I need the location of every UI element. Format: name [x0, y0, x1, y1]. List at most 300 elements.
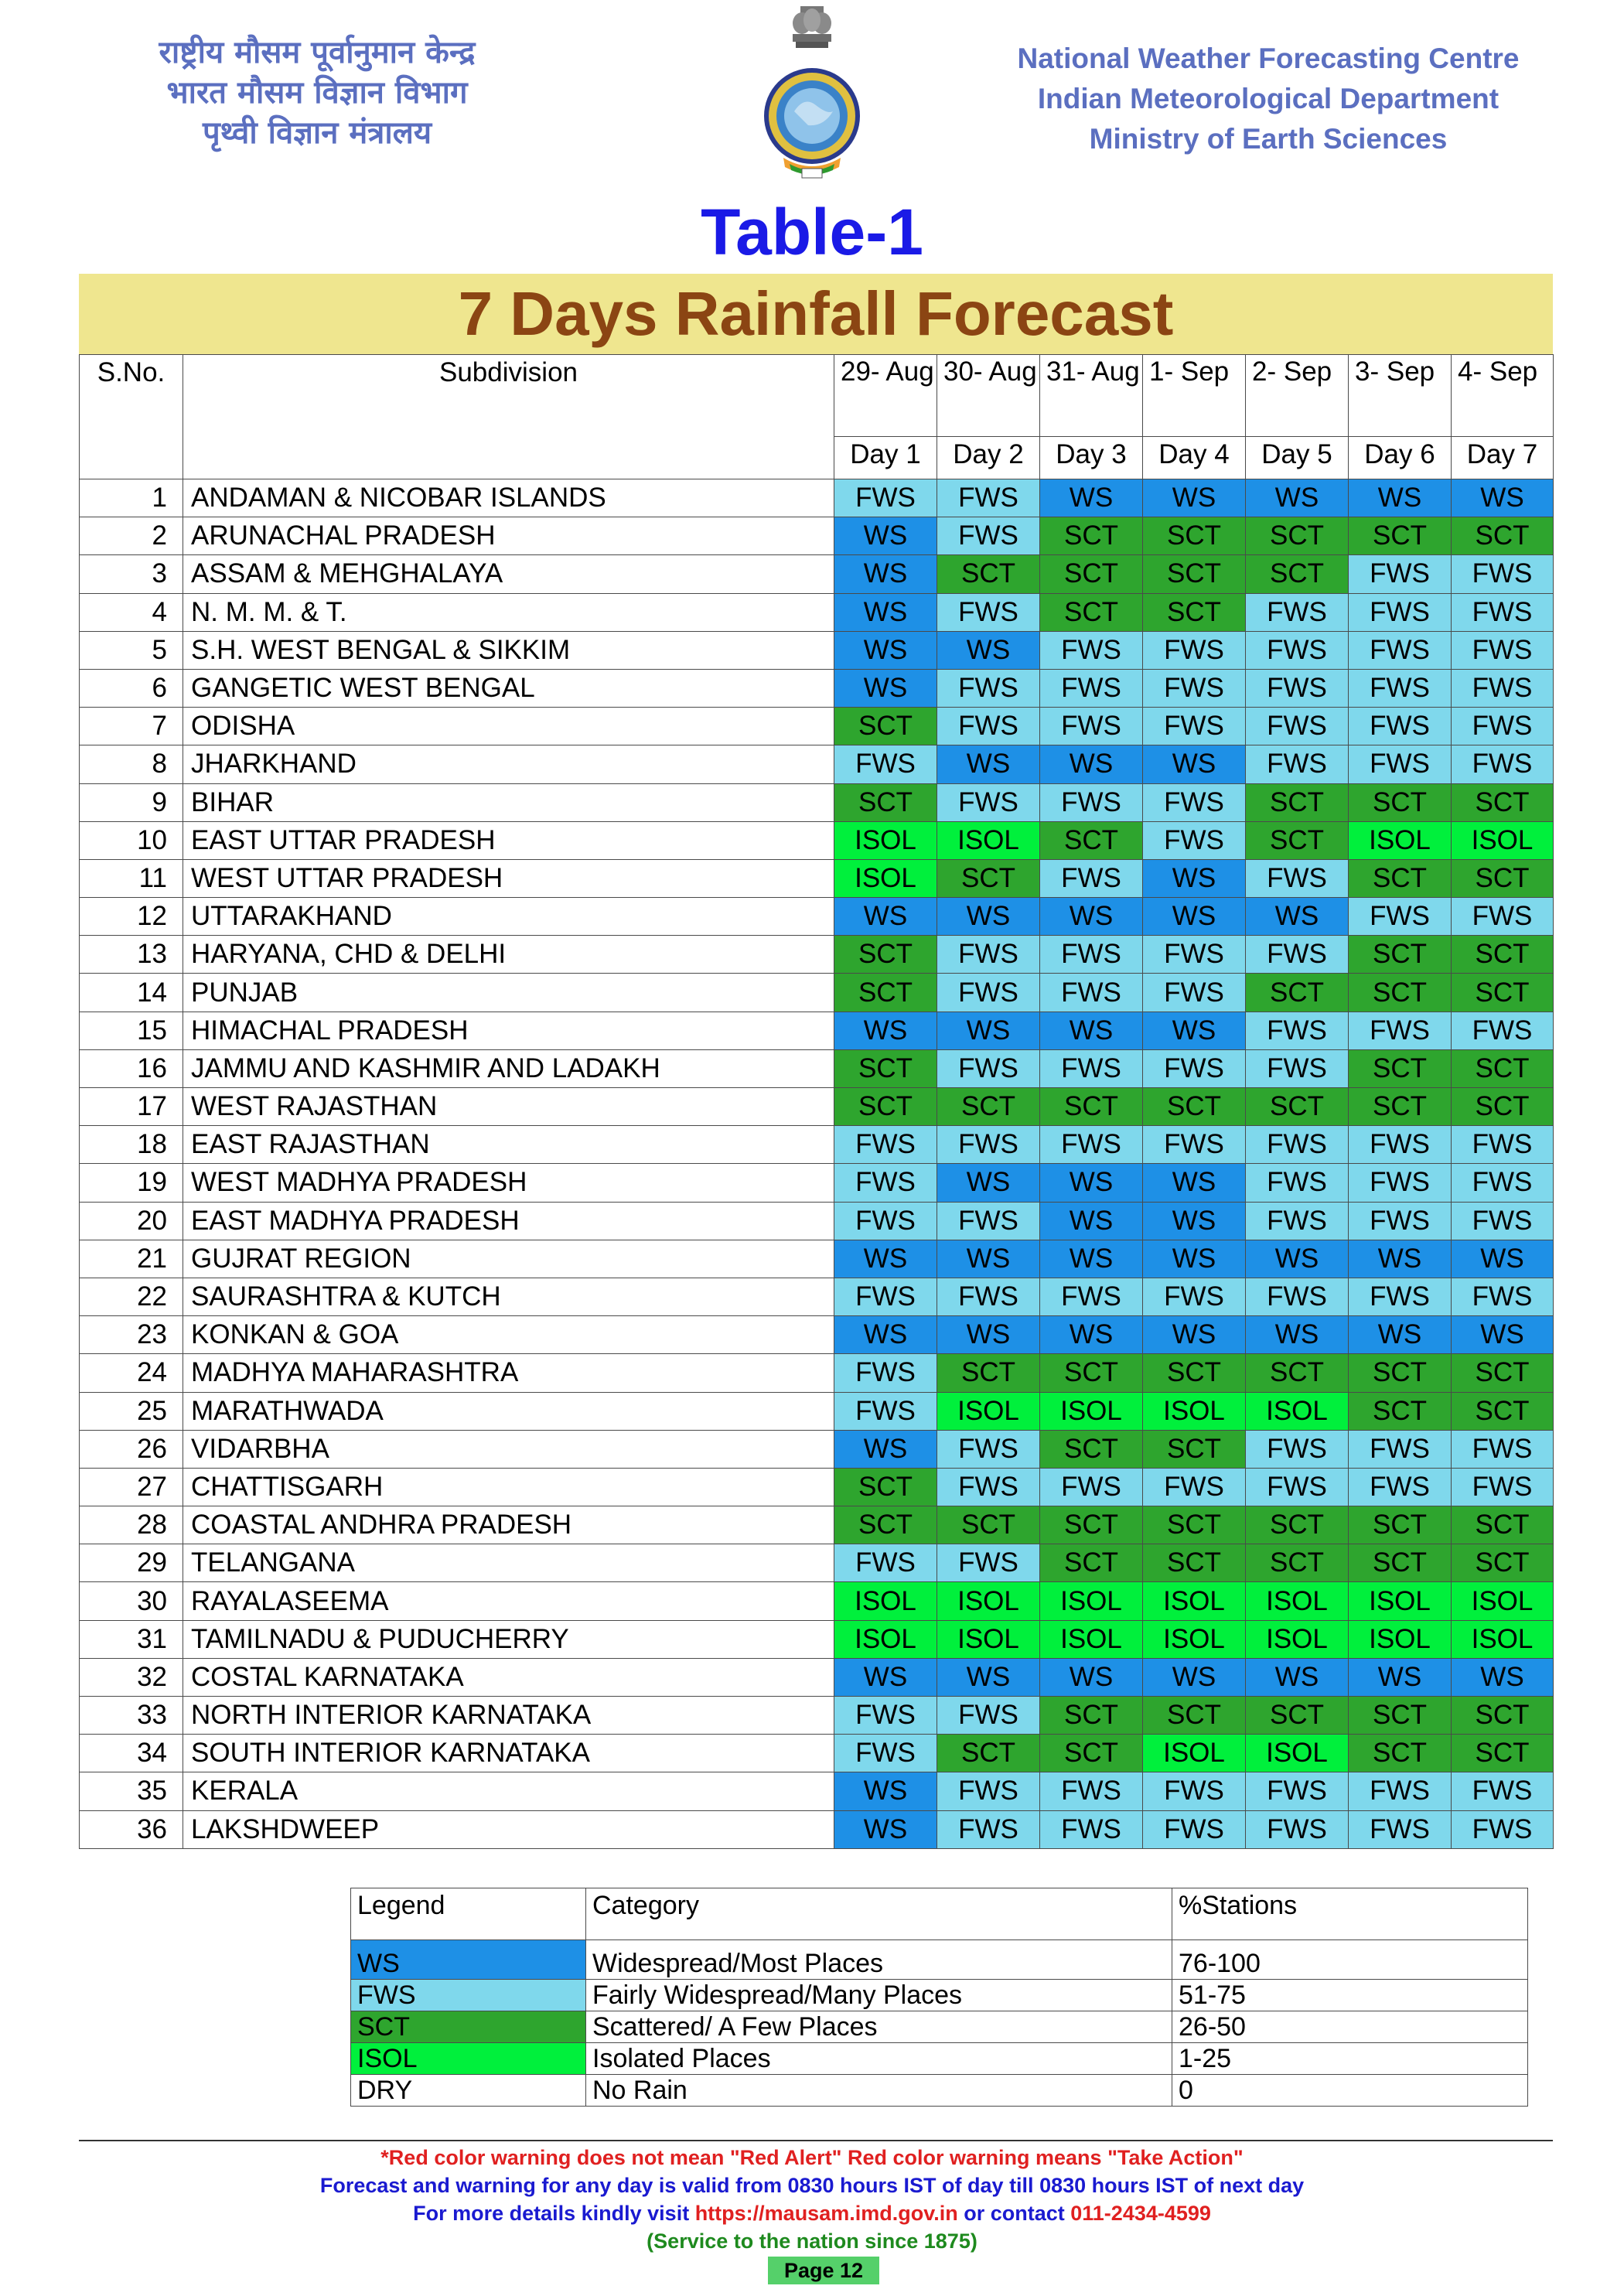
row-subdivision: WEST MADHYA PRADESH: [183, 1164, 834, 1202]
row-subdivision: GUJRAT REGION: [183, 1240, 834, 1278]
forecast-cell: SCT: [1452, 936, 1554, 974]
forecast-cell: SCT: [1349, 1088, 1452, 1126]
table-row: [80, 1620, 1554, 1658]
forecast-cell: SCT: [1452, 859, 1554, 897]
forecast-cell: FWS: [1143, 783, 1246, 821]
forecast-cell: FWS: [1246, 1202, 1349, 1240]
forecast-cell: FWS: [1349, 1772, 1452, 1810]
header-english-line-3: Ministry of Earth Sciences: [1089, 123, 1448, 155]
row-subdivision: WEST RAJASTHAN: [183, 1088, 834, 1126]
header-day: Day 3: [1040, 436, 1143, 479]
forecast-cell: FWS: [1246, 593, 1349, 631]
table-row: [80, 1316, 1554, 1354]
forecast-cell: WS: [1349, 1658, 1452, 1696]
forecast-cell: FWS: [1040, 1468, 1143, 1506]
forecast-cell: FWS: [1452, 1126, 1554, 1164]
forecast-cell: FWS: [1246, 1164, 1349, 1202]
forecast-cell: FWS: [834, 1544, 937, 1582]
row-sno: 11: [80, 859, 183, 897]
forecast-cell: WS: [1143, 1658, 1246, 1696]
footer-phone-number: 011-2434-4599: [1070, 2202, 1211, 2225]
row-sno: 6: [80, 669, 183, 707]
row-sno: 29: [80, 1544, 183, 1582]
table-row: [80, 1202, 1554, 1240]
forecast-cell: FWS: [1452, 593, 1554, 631]
forecast-cell: SCT: [1452, 1697, 1554, 1735]
legend-stations: 76-100: [1172, 1940, 1528, 1980]
forecast-cell: WS: [1040, 1012, 1143, 1049]
forecast-cell: FWS: [1246, 936, 1349, 974]
row-sno: 4: [80, 593, 183, 631]
legend-header-stations: %Stations: [1172, 1888, 1528, 1940]
forecast-cell: FWS: [1452, 898, 1554, 936]
row-sno: 2: [80, 517, 183, 555]
legend-code: WS: [351, 1940, 586, 1980]
forecast-cell: FWS: [1040, 669, 1143, 707]
row-sno: 23: [80, 1316, 183, 1354]
forecast-cell: SCT: [937, 1354, 1040, 1392]
row-subdivision: LAKSHDWEEP: [183, 1810, 834, 1848]
table-row: [80, 821, 1554, 859]
forecast-cell: FWS: [1452, 631, 1554, 669]
forecast-cell: FWS: [834, 1735, 937, 1772]
footer-divider: [79, 2140, 1553, 2141]
forecast-cell: WS: [1143, 479, 1246, 517]
forecast-cell: FWS: [1349, 669, 1452, 707]
header-date: 29- Aug: [834, 355, 937, 437]
forecast-cell: SCT: [1349, 1544, 1452, 1582]
forecast-cell: WS: [1452, 1316, 1554, 1354]
table-title: Table-1: [701, 196, 923, 268]
forecast-cell: SCT: [1246, 555, 1349, 593]
forecast-cell: WS: [1040, 1240, 1143, 1278]
table-row: [80, 1810, 1554, 1848]
forecast-cell: WS: [937, 745, 1040, 783]
forecast-cell: FWS: [1452, 1430, 1554, 1468]
forecast-cell: WS: [1246, 1316, 1349, 1354]
row-subdivision: CHATTISGARH: [183, 1468, 834, 1506]
forecast-cell: FWS: [1246, 1772, 1349, 1810]
forecast-cell: FWS: [1246, 1810, 1349, 1848]
forecast-cell: ISOL: [937, 1582, 1040, 1620]
legend-category: Scattered/ A Few Places: [586, 2011, 1172, 2043]
row-subdivision: JHARKHAND: [183, 745, 834, 783]
forecast-cell: WS: [1246, 1658, 1349, 1696]
row-sno: 36: [80, 1810, 183, 1848]
row-sno: 25: [80, 1392, 183, 1430]
forecast-cell: SCT: [1246, 783, 1349, 821]
forecast-cell: FWS: [1040, 1049, 1143, 1087]
forecast-cell: FWS: [834, 1278, 937, 1315]
table-row: [80, 1164, 1554, 1202]
forecast-cell: ISOL: [834, 821, 937, 859]
forecast-cell: FWS: [1349, 1012, 1452, 1049]
forecast-cell: SCT: [1040, 593, 1143, 631]
forecast-cell: SCT: [937, 859, 1040, 897]
forecast-cell: ISOL: [1349, 821, 1452, 859]
legend-row: [351, 1980, 1528, 2011]
forecast-cell: FWS: [937, 1810, 1040, 1848]
header-hindi-line-3: पृथ्वी विज्ञान मंत्रालय: [202, 115, 432, 151]
forecast-cell: FWS: [1246, 859, 1349, 897]
forecast-cell: FWS: [1143, 974, 1246, 1012]
forecast-cell: FWS: [1040, 859, 1143, 897]
footer-contact-note: [0, 2199, 1624, 2227]
header-day: Day 4: [1143, 436, 1246, 479]
legend-code: SCT: [351, 2011, 586, 2043]
forecast-cell: SCT: [1143, 1697, 1246, 1735]
legend-stations: 0: [1172, 2075, 1528, 2107]
footer-contact-mid: or contact: [957, 2202, 1071, 2225]
row-subdivision: EAST UTTAR PRADESH: [183, 821, 834, 859]
row-subdivision: WEST UTTAR PRADESH: [183, 859, 834, 897]
forecast-cell: FWS: [937, 783, 1040, 821]
header-day: Day 5: [1246, 436, 1349, 479]
forecast-cell: WS: [1246, 479, 1349, 517]
table-row: [80, 1544, 1554, 1582]
row-sno: 3: [80, 555, 183, 593]
row-sno: 19: [80, 1164, 183, 1202]
forecast-cell: SCT: [1452, 1506, 1554, 1544]
forecast-cell: SCT: [1246, 1354, 1349, 1392]
header-date: 3- Sep: [1349, 355, 1452, 437]
row-sno: 26: [80, 1430, 183, 1468]
forecast-cell: FWS: [1452, 1772, 1554, 1810]
page-number: Page 12: [768, 2257, 879, 2284]
row-sno: 1: [80, 479, 183, 517]
forecast-cell: SCT: [1040, 1354, 1143, 1392]
forecast-cell: ISOL: [1143, 1735, 1246, 1772]
forecast-cell: WS: [1246, 898, 1349, 936]
table-row: [80, 517, 1554, 555]
forecast-cell: FWS: [1349, 1468, 1452, 1506]
forecast-cell: SCT: [1040, 1697, 1143, 1735]
legend-header-category: Category: [586, 1888, 1172, 1940]
forecast-cell: SCT: [1246, 517, 1349, 555]
row-subdivision: GANGETIC WEST BENGAL: [183, 669, 834, 707]
forecast-cell: FWS: [1143, 1810, 1246, 1848]
footer-website-link[interactable]: https://mausam.imd.gov.in: [694, 2202, 958, 2225]
forecast-cell: FWS: [1452, 1012, 1554, 1049]
forecast-cell: SCT: [1246, 1088, 1349, 1126]
forecast-cell: SCT: [834, 783, 937, 821]
forecast-cell: ISOL: [1040, 1582, 1143, 1620]
forecast-cell: WS: [1143, 898, 1246, 936]
row-sno: 33: [80, 1697, 183, 1735]
forecast-cell: FWS: [937, 1468, 1040, 1506]
forecast-cell: FWS: [1349, 1164, 1452, 1202]
row-sno: 18: [80, 1126, 183, 1164]
forecast-cell: SCT: [834, 1468, 937, 1506]
row-sno: 16: [80, 1049, 183, 1087]
forecast-cell: SCT: [1040, 821, 1143, 859]
forecast-cell: SCT: [1452, 1544, 1554, 1582]
row-subdivision: N. M. M. & T.: [183, 593, 834, 631]
forecast-cell: FWS: [834, 1697, 937, 1735]
forecast-cell: FWS: [1349, 555, 1452, 593]
table-row: [80, 859, 1554, 897]
forecast-cell: FWS: [1143, 631, 1246, 669]
forecast-cell: SCT: [1349, 974, 1452, 1012]
forecast-cell: FWS: [937, 1202, 1040, 1240]
forecast-cell: ISOL: [1143, 1392, 1246, 1430]
forecast-cell: WS: [834, 593, 937, 631]
legend-code: DRY: [351, 2075, 586, 2107]
forecast-cell: SCT: [834, 974, 937, 1012]
forecast-cell: FWS: [1143, 669, 1246, 707]
forecast-cell: FWS: [1143, 1468, 1246, 1506]
forecast-cell: ISOL: [1040, 1392, 1143, 1430]
forecast-cell: FWS: [937, 479, 1040, 517]
forecast-cell: WS: [1040, 1202, 1143, 1240]
forecast-cell: SCT: [1452, 974, 1554, 1012]
row-sno: 10: [80, 821, 183, 859]
legend-stations: 51-75: [1172, 1980, 1528, 2011]
forecast-cell: FWS: [1349, 1430, 1452, 1468]
forecast-cell: FWS: [1349, 745, 1452, 783]
table-row: [80, 669, 1554, 707]
row-sno: 31: [80, 1620, 183, 1658]
header-hindi-line-2: भारत मौसम विज्ञान विभाग: [166, 75, 468, 111]
legend-stations: 1-25: [1172, 2043, 1528, 2075]
table-row: [80, 479, 1554, 517]
forecast-cell: FWS: [937, 1430, 1040, 1468]
row-sno: 21: [80, 1240, 183, 1278]
imd-seal-icon: [764, 68, 860, 178]
footer-service-note: (Service to the nation since 1875): [647, 2229, 977, 2253]
table-row: [80, 898, 1554, 936]
forecast-cell: FWS: [1246, 631, 1349, 669]
forecast-cell: SCT: [937, 1735, 1040, 1772]
table-row: [80, 631, 1554, 669]
row-subdivision: ODISHA: [183, 708, 834, 745]
row-subdivision: ANDAMAN & NICOBAR ISLANDS: [183, 479, 834, 517]
forecast-cell: SCT: [1143, 1544, 1246, 1582]
header-date: 30- Aug: [937, 355, 1040, 437]
forecast-cell: FWS: [1246, 745, 1349, 783]
forecast-cell: SCT: [1143, 1430, 1246, 1468]
forecast-cell: WS: [1143, 1316, 1246, 1354]
forecast-cell: FWS: [834, 1354, 937, 1392]
forecast-cell: FWS: [1452, 555, 1554, 593]
forecast-cell: WS: [937, 1240, 1040, 1278]
forecast-cell: WS: [1143, 1240, 1246, 1278]
forecast-cell: SCT: [1349, 783, 1452, 821]
forecast-cell: FWS: [937, 1126, 1040, 1164]
row-subdivision: EAST RAJASTHAN: [183, 1126, 834, 1164]
footer-validity-note: Forecast and warning for any day is valid from 0830 hours IST of day till 0830 hours IST of next day: [319, 2174, 1305, 2197]
forecast-cell: WS: [937, 1012, 1040, 1049]
table-row: [80, 1735, 1554, 1772]
forecast-cell: FWS: [1040, 1810, 1143, 1848]
forecast-cell: FWS: [1040, 783, 1143, 821]
forecast-cell: WS: [1143, 859, 1246, 897]
legend-category: Isolated Places: [586, 2043, 1172, 2075]
header-english: [990, 39, 1547, 159]
legend-stations: 26-50: [1172, 2011, 1528, 2043]
forecast-cell: FWS: [1349, 708, 1452, 745]
row-sno: 22: [80, 1278, 183, 1315]
table-row: [80, 974, 1554, 1012]
forecast-cell: ISOL: [1452, 1620, 1554, 1658]
forecast-cell: FWS: [1143, 708, 1246, 745]
forecast-cell: FWS: [1349, 1278, 1452, 1315]
forecast-cell: SCT: [1349, 859, 1452, 897]
forecast-cell: WS: [1040, 745, 1143, 783]
row-subdivision: BIHAR: [183, 783, 834, 821]
row-sno: 34: [80, 1735, 183, 1772]
legend-code: ISOL: [351, 2043, 586, 2075]
forecast-cell: SCT: [1143, 1354, 1246, 1392]
forecast-cell: FWS: [937, 593, 1040, 631]
forecast-cell: FWS: [1246, 1049, 1349, 1087]
legend-row: [351, 2043, 1528, 2075]
forecast-cell: ISOL: [937, 821, 1040, 859]
forecast-cell: FWS: [1246, 1468, 1349, 1506]
legend-row: [351, 2075, 1528, 2107]
table-row: [80, 555, 1554, 593]
forecast-cell: FWS: [1143, 1278, 1246, 1315]
table-row: [80, 1012, 1554, 1049]
forecast-cell: FWS: [1040, 936, 1143, 974]
row-sno: 17: [80, 1088, 183, 1126]
row-subdivision: NORTH INTERIOR KARNATAKA: [183, 1697, 834, 1735]
forecast-cell: WS: [834, 1772, 937, 1810]
forecast-cell: WS: [1452, 479, 1554, 517]
table-row: [80, 1430, 1554, 1468]
table-row: [80, 1582, 1554, 1620]
forecast-cell: WS: [1040, 1316, 1143, 1354]
forecast-cell: WS: [834, 1430, 937, 1468]
forecast-cell: SCT: [1246, 821, 1349, 859]
row-sno: 27: [80, 1468, 183, 1506]
forecast-cell: SCT: [1040, 1430, 1143, 1468]
row-subdivision: SOUTH INTERIOR KARNATAKA: [183, 1735, 834, 1772]
forecast-cell: FWS: [1452, 1468, 1554, 1506]
row-subdivision: RAYALASEEMA: [183, 1582, 834, 1620]
forecast-cell: FWS: [1349, 898, 1452, 936]
forecast-cell: WS: [937, 1164, 1040, 1202]
forecast-cell: FWS: [1452, 745, 1554, 783]
forecast-cell: SCT: [834, 1049, 937, 1087]
forecast-cell: SCT: [1143, 517, 1246, 555]
forecast-cell: FWS: [937, 1049, 1040, 1087]
table-row: [80, 745, 1554, 783]
forecast-cell: SCT: [1143, 555, 1246, 593]
header-english-line-1: National Weather Forecasting Centre: [1017, 43, 1520, 74]
footer-contact-prefix: For more details kindly visit: [413, 2202, 695, 2225]
row-subdivision: COSTAL KARNATAKA: [183, 1658, 834, 1696]
table-row: [80, 1772, 1554, 1810]
forecast-table: [79, 354, 1554, 1849]
forecast-cell: ISOL: [1246, 1620, 1349, 1658]
table-row: [80, 936, 1554, 974]
forecast-cell: WS: [1143, 1164, 1246, 1202]
row-sno: 32: [80, 1658, 183, 1696]
forecast-cell: WS: [1143, 745, 1246, 783]
forecast-cell: FWS: [834, 745, 937, 783]
forecast-cell: FWS: [1246, 1126, 1349, 1164]
header-day: Day 6: [1349, 436, 1452, 479]
forecast-cell: FWS: [834, 1126, 937, 1164]
row-subdivision: SAURASHTRA & KUTCH: [183, 1278, 834, 1315]
table-row: [80, 1278, 1554, 1315]
header-day: Day 2: [937, 436, 1040, 479]
forecast-cell: FWS: [1452, 1810, 1554, 1848]
forecast-cell: WS: [834, 1012, 937, 1049]
forecast-cell: SCT: [1143, 593, 1246, 631]
forecast-cell: FWS: [834, 479, 937, 517]
row-sno: 7: [80, 708, 183, 745]
forecast-cell: ISOL: [834, 1620, 937, 1658]
forecast-cell: FWS: [1040, 1278, 1143, 1315]
legend-code: FWS: [351, 1980, 586, 2011]
forecast-cell: SCT: [1040, 1506, 1143, 1544]
forecast-cell: ISOL: [1246, 1735, 1349, 1772]
forecast-cell: ISOL: [1349, 1620, 1452, 1658]
legend-category: No Rain: [586, 2075, 1172, 2107]
row-subdivision: VIDARBHA: [183, 1430, 834, 1468]
forecast-cell: WS: [834, 1240, 937, 1278]
table-row: [80, 1126, 1554, 1164]
forecast-cell: SCT: [1040, 555, 1143, 593]
forecast-cell: SCT: [834, 936, 937, 974]
forecast-cell: WS: [834, 669, 937, 707]
forecast-cell: FWS: [937, 1697, 1040, 1735]
legend-table: [350, 1888, 1528, 2107]
forecast-cell: FWS: [937, 708, 1040, 745]
forecast-cell: SCT: [1040, 1088, 1143, 1126]
row-subdivision: KERALA: [183, 1772, 834, 1810]
forecast-cell: SCT: [1349, 1049, 1452, 1087]
forecast-banner: 7 Days Rainfall Forecast: [79, 274, 1553, 354]
forecast-cell: SCT: [834, 708, 937, 745]
forecast-cell: WS: [1452, 1658, 1554, 1696]
forecast-cell: WS: [834, 1316, 937, 1354]
forecast-cell: FWS: [1349, 631, 1452, 669]
forecast-cell: FWS: [1143, 1049, 1246, 1087]
forecast-cell: WS: [1349, 1316, 1452, 1354]
legend-row: [351, 1940, 1528, 1980]
row-subdivision: HIMACHAL PRADESH: [183, 1012, 834, 1049]
forecast-cell: FWS: [1143, 1126, 1246, 1164]
forecast-cell: SCT: [1452, 1049, 1554, 1087]
legend-category: Fairly Widespread/Many Places: [586, 1980, 1172, 2011]
row-sno: 28: [80, 1506, 183, 1544]
forecast-cell: WS: [1349, 1240, 1452, 1278]
header-hindi-line-1: राष्ट्रीय मौसम पूर्वानुमान केन्द्र: [159, 35, 476, 70]
forecast-cell: SCT: [1246, 1697, 1349, 1735]
header-day: Day 7: [1452, 436, 1554, 479]
table-row: [80, 593, 1554, 631]
forecast-cell: SCT: [1452, 783, 1554, 821]
row-sno: 12: [80, 898, 183, 936]
forecast-cell: FWS: [834, 1392, 937, 1430]
forecast-cell: FWS: [1246, 708, 1349, 745]
table-row: [80, 1240, 1554, 1278]
forecast-cell: FWS: [1246, 1278, 1349, 1315]
forecast-cell: SCT: [1452, 1392, 1554, 1430]
table-row: [80, 1658, 1554, 1696]
forecast-cell: ISOL: [834, 1582, 937, 1620]
header-date: 2- Sep: [1246, 355, 1349, 437]
forecast-cell: WS: [834, 517, 937, 555]
row-subdivision: TELANGANA: [183, 1544, 834, 1582]
header-subdivision: Subdivision: [183, 355, 834, 479]
forecast-cell: SCT: [1040, 517, 1143, 555]
forecast-cell: WS: [1143, 1012, 1246, 1049]
forecast-cell: WS: [1040, 1164, 1143, 1202]
